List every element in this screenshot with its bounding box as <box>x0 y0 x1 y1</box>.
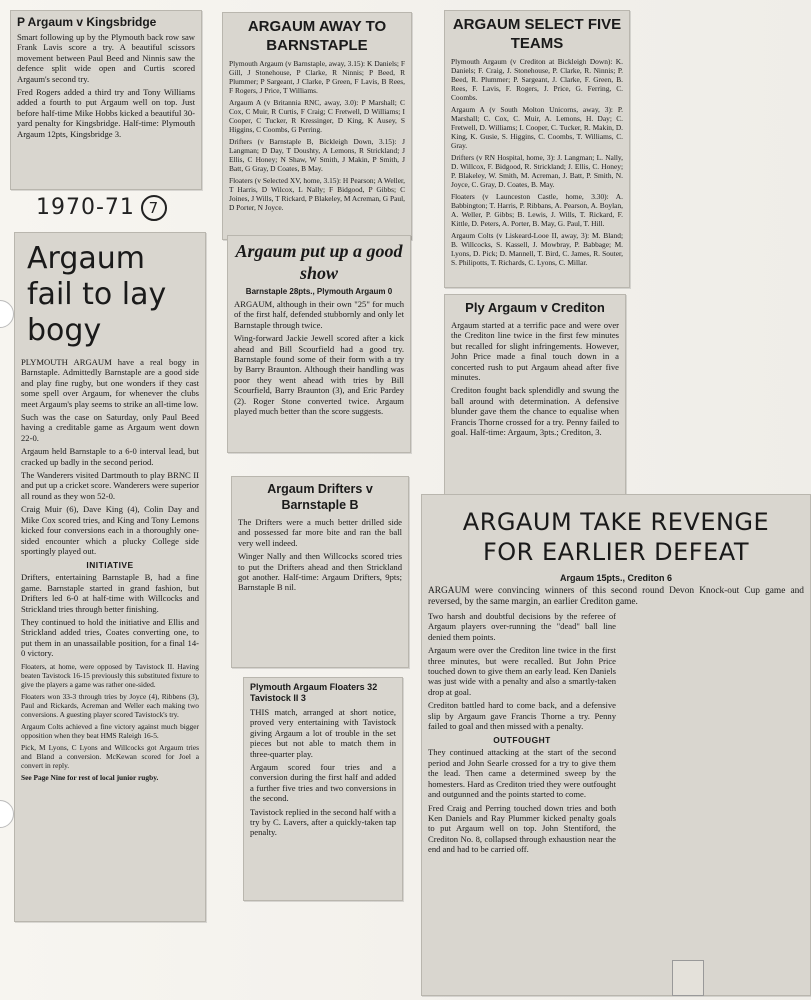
clipping-title: Argaum Drifters v Barnstaple B <box>267 482 373 512</box>
paragraph: Drifters (v RN Hospital, home, 3): J. Langman; L. Nally, D. Willcox, F. Bidgood, R. Strickland; J. Ellis, C. Honey; P. Blakeley, W. Smith, M. Acreman, J. Batt, P. Smith, N. Joyce, C. Gray, D. Coates, B. May. <box>451 153 623 189</box>
clipping-kingsbridge <box>10 10 202 190</box>
clipping-drifters-barnstaple-b <box>231 476 409 668</box>
paragraph: Smart following up by the Plymouth back row saw Frank Lavis score a try. A beautiful scissors movement between Paul Beed and Ninnis saw the defence split wide open and Curtis scored Argaum's second try. <box>17 32 195 84</box>
clipping-barnstaple-away <box>222 12 412 240</box>
paragraph: Winger Nally and then Willcocks scored tries to put the Drifters ahead and then Strickland got another. Half-time: Argaum Drifters, 9pts; Barnstaple B nil. <box>238 551 402 593</box>
paragraph: Crediton battled hard to come back, and a defensive slip by Argaum gave Francis Thorne a try. Penny failed to goal and then missed with a penalty. <box>428 700 616 732</box>
paragraph: Argaum A (v South Molton Unicorns, away, 3): P. Marshall; C. Cox, C. Muir, A. Lemons, H. Day; C. Fretwell, D. Williams; I. Cooper, C. Tucker, R. Makin, D. King, K. Gusie, S. Higgins, C. Coombs, T. Williams, C. Gray. <box>451 105 623 150</box>
paragraph: The Drifters were a much better drilled side and possessed far more bite and ran the ball very well indeed. <box>238 517 402 548</box>
crosshead: OUTFOUGHT <box>493 735 551 746</box>
paragraph: Plymouth Argaum (v Crediton at Bickleigh Down): K. Daniels; F. Craig, J. Stonehouse, P. Clarke, R. Ninnis; P. Beed, R. Plummer; P. Sargeant, J. Clarke, F. Green, B. Rees, F. Lavis, F. Rogers, J. Price, G. Ferring, C. Coombs. <box>451 57 623 102</box>
clipping-good-show <box>227 235 411 453</box>
paragraph: Floaters (v Selected XV, home, 3.15): H Pearson; A Weller, T Harris, D Wilcox, L Nally; F Bidgood, P Gibbs; C Joines, J Wills, T Rickard, P Blakeley, M Acreman, G Paul, D Porter, N Joyce. <box>229 176 405 212</box>
clipping-take-revenge <box>421 494 811 996</box>
season-label: 1970-71 <box>36 195 135 220</box>
paragraph: Fred Craig and Perring touched down tries and both Ken Daniels and Ray Plummer kicked penalty goals to put Argaum well on top. John Stentiford, the Crediton No. 8, collapsed through exhaustion near the end and had to be carried off. <box>428 802 616 855</box>
paragraph: Argaum were over the Crediton line twice in the first three minutes, but were recalled. But John Price touched down to give them an early lead. Ken Daniels was just wide with a penalty and also a smartly-taken drop at goal. <box>428 645 616 697</box>
paragraph: Pick, M Lyons, C Lyons and Willcocks got Argaum tries and Bland a conversion. McKewan scored for Joel a convert in reply. <box>21 742 199 770</box>
lead-paragraph: ARGAUM were convincing winners of this second round Devon Knock-out Cup game and reversed, by the same margin, an earlier Crediton game. <box>428 586 804 607</box>
paragraph: Floaters (v Launceston Castle, home, 3.30): A. Babbington; T. Harris, P. Ribbans, A. Pearson, A. Boylan, A. Weller, P. Gibbs; B. Lewis, J. Wills, T. Rickard, F. Kittle, D. Peters, A. Porter, B. May, G. Paul, T. Hill. <box>451 192 623 228</box>
clipping-title: ARGAUM SELECT FIVE TEAMS <box>452 16 622 52</box>
clipping-ply-argaum-crediton <box>444 294 626 518</box>
clipping-title: Plymouth Argaum Floaters 32 Tavistock II 3 <box>250 682 378 703</box>
paragraph: Wing-forward Jackie Jewell scored after a kick ahead and Bill Scourfield had a good try. Barnstaple found some of their form with a try by Barry Braunton. Although their handling was poor they went ahead with tries by Bill Scourfield, Barry Braunton (3), and Eric Pardey (2). Roger Stone converted twice. Argaum played much better than the score suggests. <box>234 333 404 417</box>
paragraph: They continued attacking at the start of the second period and John Searle crossed for a try to give them the lead. Then came a determined sweep by the homesters. Hard as Crediton tried they were outfought and outgunned and the points started to come. <box>428 747 616 800</box>
clipping-fail-to-lay-bogy <box>14 232 206 922</box>
paragraph: Craig Muir (6), Dave King (4), Colin Day and Mike Cox scored tries, and King and Tony Lemons kicked four conversions each in a thoroughly one-sided encounter which a plucky College side sportingly played out. <box>21 504 199 556</box>
paragraph: The Wanderers visited Dartmouth to play BRNC II and put up a cricket score. Wanderers were superior all round as they won 52-0. <box>21 470 199 501</box>
clipping-title: Argaum put up a good show <box>235 241 403 283</box>
paragraph: Drifters (v Barnstaple B, Bickleigh Down, 3.15): J Langman; D Day, T Doushty, A Lemons, R Strickland; J Ellis, C Honey; N Shaw, W Smith, J Makin, P Smith, J Batt, G Gray, D Coates, B May. <box>229 137 405 173</box>
clipping-select-five-teams <box>444 10 630 288</box>
punch-hole <box>0 800 14 828</box>
paragraph: They continued to hold the initiative and Ellis and Strickland added tries, Coates converting one, to put them in an unassailable position, for a final 14-0 victory. <box>21 616 199 659</box>
punch-hole <box>0 300 14 328</box>
paragraph: Argaum A (v Britannia RNC, away, 3.0): P Marshall; C Cox, C Muir, R Curtis, F Craig; C Fretwell, D Williams; I Cooper, C Tucker, R Kressinger, D King, K Ausey, S Higgins, C Coombs, G Perring. <box>229 98 405 134</box>
clipping-fragment <box>672 960 704 996</box>
score-line: Barnstaple 28pts., Plymouth Argaum 0 <box>245 287 393 296</box>
paragraph: Two harsh and doubtful decisions by the referee of Argaum players over-running the "dead" ball line denied them points. <box>428 611 616 642</box>
paragraph: Argaum Colts (v Liskeard-Looe II, away, 3): M. Bland; B. Willcocks, S. Kassell, J. Mowbray, P. Babbage; M. Lyons, D. Pick; D. Mannell, T. Bird, C. James, R. Souter, S. Philipotts, T. Richards, C. Lyons, C. Millar. <box>451 231 623 267</box>
paragraph: Crediton fought back splendidly and swung the ball around with determination. A defensive blunder gave them the chance to equalise when Francis Thorne crossed for a try. Penny failed to goal. Half-time: Argaum, 3pts.; Crediton, 3. <box>451 385 619 438</box>
paragraph: Fred Rogers added a third try and Tony Williams added a fourth to put Argaum well on top. Just before half-time Mike Hobbs kicked a beautiful 30-yard penalty for Kingsbridge. Half-time: Plymouth Argaum 12pts, Kingsbridge 3. <box>17 87 195 139</box>
paragraph: Tavistock replied in the second half with a try by C. Lavers, after a quickly-taken tap penalty. <box>250 806 396 838</box>
paragraph: Plymouth Argaum (v Barnstaple, away, 3.15): K Daniels; F Gill, J Stonehouse, P Clarke, R Ninnis; P Beed, R Plummer; P Sargeant, J Clarke, P Green, F Lavis, B Rees, F Rogers, J Price, T Williams. <box>229 59 405 95</box>
paragraph: Such was the case on Saturday, only Paul Beed having a creditable game as Argaum went down 22-0. <box>21 412 199 443</box>
headline-line1: ARGAUM TAKE REVENGE <box>462 508 770 536</box>
paragraph: PLYMOUTH ARGAUM have a real bogy in Barnstaple. Admittedly Barnstaple are a good side and play fine rugby, but one wonders if they cast some spell over Argaum, for whenever the clubs meet Argaum's play seems to strike an all-time low. <box>21 357 199 409</box>
paragraph: ARGAUM, although in their own "25" for much of the first half, defended stubbornly and only let Barnstaple through twice. <box>234 299 404 330</box>
paragraph: Argaum Colts achieved a fine victory against much bigger opposition when they beat HMS Raleigh 16-5. <box>21 721 199 740</box>
headline-line2: FOR EARLIER DEFEAT <box>482 538 749 566</box>
paragraph: Argaum scored four tries and a conversion during the first half and added a further five tries and two conversions in the second. <box>250 762 396 804</box>
paragraph: Drifters, entertaining Barnstaple B, had a fine game. Barnstaple started in grand fashion, but Drifters led 6-0 at half-time with Willcocks and Strickland tries through better finishing. <box>21 572 199 614</box>
paragraph: Floaters won 33-3 through tries by Joyce (4), Ribbens (3), Paul and Rickards, Acreman and Weller each making two conversions. A guesting player scored Tavistock's try. <box>21 691 199 719</box>
clipping-floaters-tavistock <box>243 677 403 901</box>
clipping-title: Ply Argaum v Crediton <box>465 300 605 315</box>
crosshead: INITIATIVE <box>86 560 134 571</box>
clipping-title: P Argaum v Kingsbridge <box>17 15 157 29</box>
paragraph: THIS match, arranged at short notice, proved very entertaining with Tavistock giving Argaum a lot of trouble in the set pieces but not able to match them in three-quarter play. <box>250 707 396 759</box>
clipping-title: ARGAUM AWAY TO BARNSTAPLE <box>247 18 387 54</box>
paragraph: Argaum started at a terrific pace and were over the Crediton line twice in the first few minutes but recalled for slight infringements. However, John Price made a final touch down in a concerted rush to put Argaum ahead after five minutes. <box>451 320 619 383</box>
paragraph: Argaum held Barnstaple to a 6-0 interval lead, but cracked up badly in the second period. <box>21 446 199 467</box>
paragraph: Floaters, at home, were opposed by Tavistock II. Having beaten Tavistock 16-15 previously this substituted fixture to give the players a game was rather one-sided. <box>21 661 199 689</box>
paragraph: See Page Nine for rest of local junior rugby. <box>21 772 159 782</box>
score-line: Argaum 15pts., Crediton 6 <box>559 573 673 583</box>
page-number-circle: 7 <box>141 195 167 221</box>
clipping-title: Argaum fail to lay bogy <box>27 241 167 348</box>
handwritten-annotation <box>36 195 167 221</box>
